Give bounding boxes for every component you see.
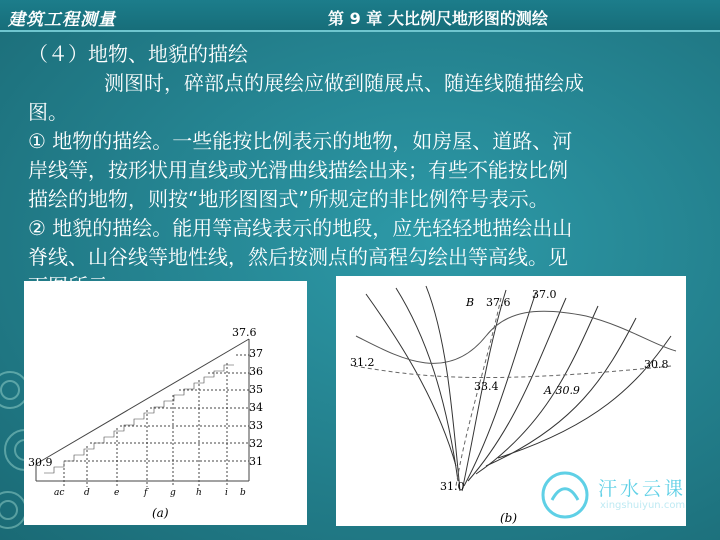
item-1-line: ① 地物的描绘。一些能按比例表示的地物，如房屋、道路、河 <box>28 129 573 153</box>
point-label: b <box>240 488 246 498</box>
section-heading: （４）地物、地貌的描绘 <box>28 42 248 66</box>
figure-a <box>24 281 307 525</box>
watermark-name: 汗水云课 <box>598 478 687 500</box>
figure-a-caption: (a) <box>152 506 169 520</box>
level-label: 34 <box>249 401 263 414</box>
item-2-line: ② 地貌的描绘。能用等高线表示的地段，应先轻轻地描绘出山 <box>28 216 573 240</box>
point-label: g <box>170 488 176 498</box>
level-label: 32 <box>249 437 263 450</box>
figure-a-top-value: 37.6 <box>232 326 257 339</box>
figure-b-caption: (b) <box>500 511 518 525</box>
level-label: 36 <box>249 365 263 378</box>
contour-label: B <box>466 296 475 309</box>
watermark <box>540 470 700 520</box>
watermark-url: xingshuiyun.com <box>600 500 686 511</box>
contour-label: 31.2 <box>350 356 375 369</box>
paragraph-line: 测图时，碎部点的展绘应做到随展点、随连线随描绘成 <box>104 71 584 95</box>
level-label: 35 <box>249 383 263 396</box>
slide-body <box>28 40 708 301</box>
course-title: 建筑工程测量 <box>8 10 116 30</box>
contour-label: 37.6 <box>486 296 511 309</box>
point-label: ac <box>54 488 65 498</box>
point-label: h <box>196 488 202 498</box>
item-1-line: 岸线等，按形状用直线或光滑曲线描绘出来；有些不能按比例 <box>28 158 568 182</box>
title-bar <box>0 0 720 32</box>
contour-label: 33.4 <box>474 380 499 393</box>
contour-label: A 30.9 <box>544 384 580 397</box>
contour-label: 37.0 <box>532 288 557 301</box>
watermark-logo-icon <box>540 470 590 520</box>
figure-a-bottom-value: 30.9 <box>28 456 53 469</box>
level-label: 37 <box>249 347 263 360</box>
contour-label: 30.8 <box>644 358 669 371</box>
paragraph-line: 图。 <box>28 100 68 124</box>
point-label: d <box>84 488 90 498</box>
item-2-line: 脊线、山谷线等地性线，然后按测点的高程勾绘出等高线。见 <box>28 245 568 269</box>
item-1-line: 描绘的地物，则按“地形图图式”所规定的非比例符号表示。 <box>28 187 549 211</box>
chapter-title: 第 9 章 大比例尺地形图的测绘 <box>328 9 548 28</box>
level-label: 31 <box>249 455 263 468</box>
level-label: 33 <box>249 419 263 432</box>
point-label: i <box>225 488 228 498</box>
contour-label: 31.0 <box>440 480 465 493</box>
point-label: e <box>114 488 120 498</box>
point-label: f <box>144 488 148 498</box>
